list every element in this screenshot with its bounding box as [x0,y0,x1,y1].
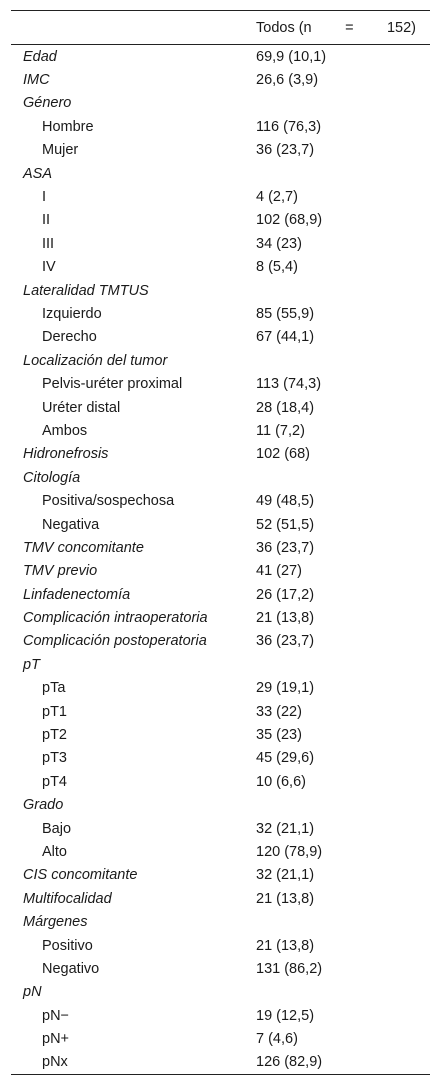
row-label: pN+ [42,1031,70,1048]
row-label: Complicación postoperatoria [23,633,207,650]
header-todos-part-1: Todos (n [256,19,312,36]
table-row [11,1004,430,1027]
row-label: Izquierdo [42,305,102,322]
row-label: I [42,189,47,206]
row-label: pT3 [42,750,67,767]
data-table [11,10,430,1075]
row-label: Negativo [42,960,100,977]
table-row [11,560,430,583]
row-value: 116 (76,3) [256,118,322,135]
table-row [11,419,430,442]
row-value: 21 (13,8) [256,610,315,627]
row-label: ASA [23,165,53,182]
row-value: 102 (68,9) [256,212,323,229]
table-row [11,209,430,232]
row-value: 69,9 (10,1) [256,48,327,65]
row-label: IMC [23,72,50,89]
table-row [11,1027,430,1050]
table-row [11,139,430,162]
row-value: 45 (29,6) [256,750,315,767]
row-label: Positivo [42,937,93,954]
row-value: 32 (21,1) [256,867,315,884]
row-value: 32 (21,1) [256,820,315,837]
row-label: Uréter distal [42,399,121,416]
row-value: 4 (2,7) [256,189,298,206]
row-value: 10 (6,6) [256,773,306,790]
row-value: 131 (86,2) [256,960,323,977]
row-label: IV [42,259,56,276]
table-row [11,443,430,466]
table-row [11,817,430,840]
row-label: Lateralidad TMTUS [23,282,149,299]
row-label: Complicación intraoperatoria [23,610,208,627]
row-label: Localización del tumor [23,352,168,369]
table-row [11,92,430,115]
row-value: 19 (12,5) [256,1007,315,1024]
table-row [11,934,430,957]
row-value: 36 (23,7) [256,633,315,650]
row-value: 7 (4,6) [256,1031,298,1048]
row-value: 85 (55,9) [256,305,315,322]
row-label: pT4 [42,773,67,790]
table-row [11,957,430,980]
row-label: Márgenes [23,914,88,931]
row-label: Positiva/sospechosa [42,493,175,510]
row-value: 126 (82,9) [256,1054,323,1071]
header-todos-part-3: 152) [386,19,416,36]
row-label: pNx [42,1054,68,1071]
header-col-todos [256,20,430,36]
row-value: 11 (7,2) [256,422,305,439]
row-label: TMV previo [23,563,98,580]
row-value: 41 (27) [256,563,302,580]
table-row [11,115,430,138]
row-label: II [42,212,51,229]
table-row [11,349,430,372]
table-row [11,794,430,817]
table-row [11,677,430,700]
row-label: Género [23,95,72,112]
table-row [11,256,430,279]
table-row [11,185,430,208]
table-row [11,279,430,302]
table-row [11,653,430,676]
row-label: Edad [23,48,57,65]
table-row [11,910,430,933]
table-row [11,232,430,255]
row-value: 29 (19,1) [256,680,315,697]
table-row [11,864,430,887]
row-value: 26,6 (3,9) [256,72,319,89]
row-value: 67 (44,1) [256,329,315,346]
table-row [11,45,430,68]
table-row [11,396,430,419]
row-value: 35 (23) [256,727,302,744]
row-label: pT2 [42,727,67,744]
table-row [11,723,430,746]
table-row [11,840,430,863]
table-row [11,302,430,325]
row-value: 26 (17,2) [256,586,315,603]
row-label: pT [23,656,40,673]
table-row [11,630,430,653]
table-row [11,700,430,723]
row-label: Alto [42,843,67,860]
row-label: Citología [23,469,81,486]
row-value: 33 (22) [256,703,302,720]
row-value: 34 (23) [256,235,302,252]
row-label: Ambos [42,422,88,439]
table-row [11,466,430,489]
table-row [11,513,430,536]
row-label: TMV concomitante [23,539,144,556]
row-label: Hidronefrosis [23,446,109,463]
table-row [11,372,430,395]
row-label: pT1 [42,703,67,720]
row-label: Derecho [42,329,97,346]
row-label: CIS concomitante [23,867,138,884]
row-value: 21 (13,8) [256,937,315,954]
row-label: pN− [42,1007,70,1024]
row-value: 8 (5,4) [256,259,298,276]
header-todos-part-2: = [345,19,354,36]
row-label: Bajo [42,820,72,837]
table-row [11,583,430,606]
row-label: Multifocalidad [23,890,112,907]
row-label: Mujer [42,142,79,159]
table-row [11,489,430,512]
row-label: Pelvis-uréter proximal [42,376,183,393]
table-row [11,536,430,559]
row-value: 36 (23,7) [256,142,315,159]
table-row [11,68,430,91]
table-body [11,45,430,1074]
table-header [11,11,430,45]
table-row [11,162,430,185]
table-row [11,606,430,629]
table-row [11,770,430,793]
row-value: 28 (18,4) [256,399,315,416]
row-label: pN [23,984,42,1001]
row-value: 113 (74,3) [256,376,322,393]
row-label: Grado [23,797,64,814]
table-row [11,326,430,349]
row-value: 21 (13,8) [256,890,315,907]
row-label: III [42,235,55,252]
row-value: 52 (51,5) [256,516,315,533]
row-label: Linfadenectomía [23,586,131,603]
row-value: 49 (48,5) [256,493,315,510]
row-value: 102 (68) [256,446,311,463]
row-value: 120 (78,9) [256,843,323,860]
row-value: 36 (23,7) [256,539,315,556]
row-label: pTa [42,680,66,697]
table-row [11,747,430,770]
row-label: Hombre [42,118,94,135]
table-row [11,887,430,910]
row-label: Negativa [42,516,100,533]
table-row [11,1051,430,1074]
table-row [11,981,430,1004]
table-bottom-rule [11,1074,430,1075]
